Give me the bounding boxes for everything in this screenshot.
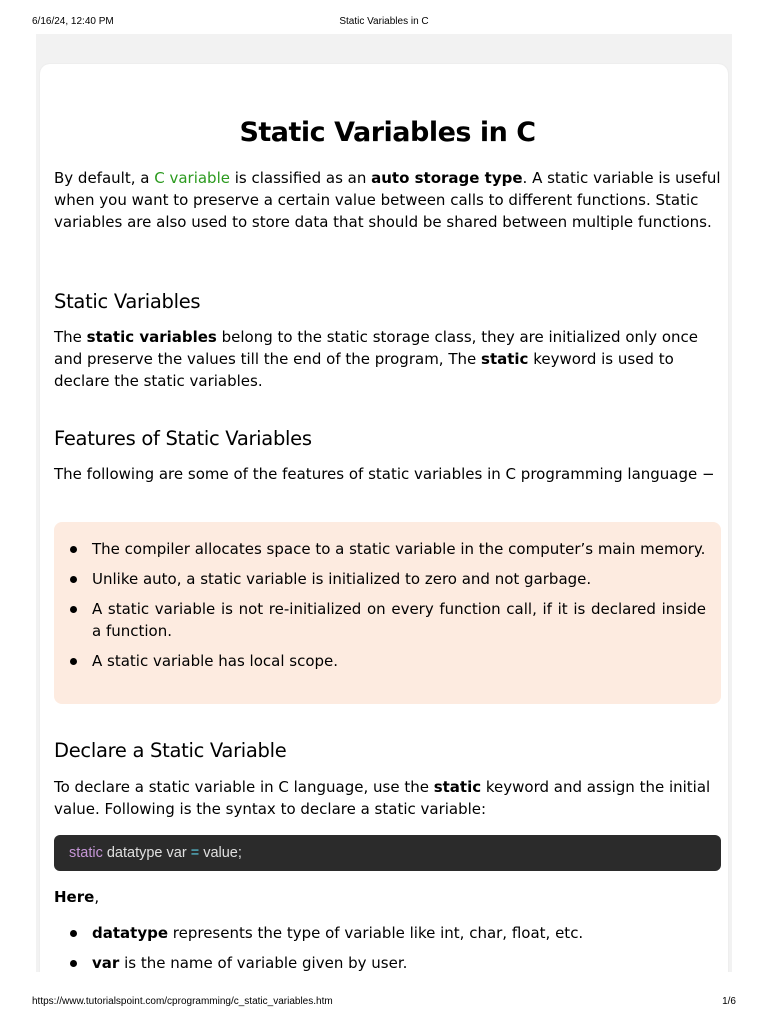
here-label (54, 886, 721, 908)
page-background (36, 34, 732, 972)
here-comma: , (94, 888, 100, 906)
print-footer (32, 996, 736, 1010)
list-item: Unlike auto, a static variable is initialized to zero and not garbage. (54, 568, 706, 590)
s3-text-1: To declare a static variable in C language, use the (54, 778, 434, 796)
features-callout (54, 522, 721, 704)
s1-text-2: belong to the static storage class, they are initialized only once and preserve the values till the end of the program, The (54, 328, 698, 368)
heading-declare: Declare a Static Variable (54, 739, 287, 762)
heading-static-variables: Static Variables (54, 290, 201, 313)
print-url: https://www.tutorialspoint.com/cprogramming/c_static_variables.htm (32, 996, 333, 1007)
declare-paragraph (54, 776, 721, 820)
s3-text-2: keyword and assign the initial value. Following is the syntax to declare a static variable: (54, 778, 711, 818)
code-keyword: static (69, 845, 103, 861)
code-operator: = (190, 845, 200, 861)
syntax-terms-list (54, 922, 721, 972)
heading-features: Features of Static Variables (54, 427, 312, 450)
code-middle: datatype var (102, 845, 191, 861)
article-title: Static Variables in C (239, 117, 536, 148)
term-datatype-desc: represents the type of variable like int, char, float, etc. (168, 924, 584, 942)
intro-text-3: . A static variable is useful when you want to preserve a certain value between calls to different functions. Static variables are also used to store data that should be shared between multiple functions. (54, 169, 721, 231)
print-header (32, 16, 736, 30)
list-item (54, 952, 721, 972)
s1-bold-2: static (481, 350, 529, 368)
intro-bold: auto storage type (371, 169, 523, 187)
features-list (54, 538, 706, 680)
term-var: var (92, 954, 120, 972)
c-variable-link[interactable]: C variable (154, 169, 230, 187)
features-intro: The following are some of the features of static variables in C programming language − (54, 465, 715, 483)
intro-text-2: is classified as an (229, 169, 372, 187)
s1-text-3: keyword is used to declare the static variables. (54, 350, 674, 390)
s1-bold-1: static variables (86, 328, 217, 346)
intro-text-1: By default, a (54, 169, 155, 187)
print-date: 6/16/24, 12:40 PM (32, 16, 114, 27)
list-item: The compiler allocates space to a static variable in the computer’s main memory. (54, 538, 706, 560)
list-item: A static variable has local scope. (54, 650, 706, 672)
article-card (40, 64, 728, 972)
intro-paragraph (54, 167, 721, 233)
term-var-desc: is the name of variable given by user. (119, 954, 408, 972)
code-end: value; (199, 845, 242, 861)
print-page-title: Static Variables in C (339, 16, 429, 27)
s3-bold-1: static (433, 778, 482, 796)
print-page-number: 1/6 (722, 996, 736, 1007)
s1-text-1: The (54, 328, 87, 346)
term-datatype: datatype (92, 924, 169, 942)
list-item: A static variable is not re-initialized on every function call, if it is declared inside a function. (54, 598, 706, 642)
list-item (54, 922, 721, 944)
here-bold: Here (54, 888, 95, 906)
code-block (54, 835, 721, 871)
static-variables-paragraph (54, 326, 721, 392)
